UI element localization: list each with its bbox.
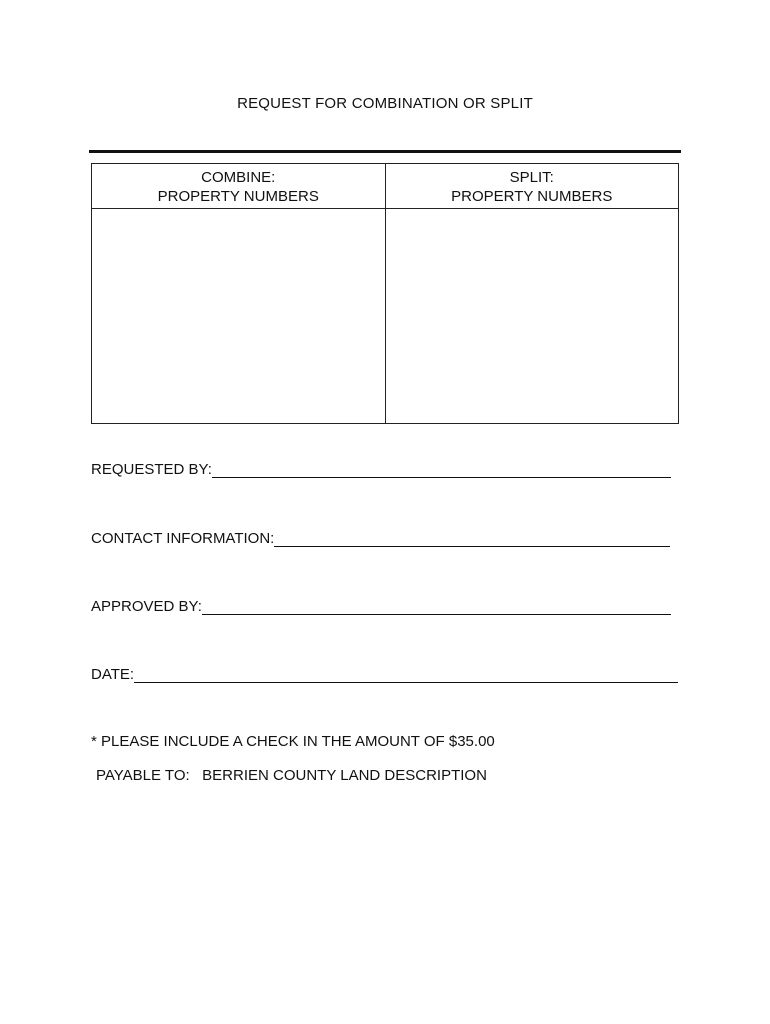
approved-by-label: APPROVED BY:: [91, 598, 202, 615]
requested-by-label: REQUESTED BY:: [91, 461, 212, 478]
check-amount-note: * PLEASE INCLUDE A CHECK IN THE AMOUNT OF $35.00: [91, 733, 495, 750]
contact-information-field: [91, 530, 670, 548]
requested-by-field: [91, 461, 671, 479]
combine-header-line1: COMBINE:: [201, 169, 276, 186]
payable-to-note: PAYABLE TO: BERRIEN COUNTY LAND DESCRIPTION: [96, 767, 487, 784]
contact-information-label: CONTACT INFORMATION:: [91, 530, 275, 547]
split-header-line2: PROPERTY NUMBERS: [451, 188, 613, 205]
combine-column-header: [92, 164, 385, 209]
split-column: [385, 164, 679, 423]
contact-information-line[interactable]: [274, 532, 670, 547]
combine-header-line2: PROPERTY NUMBERS: [157, 188, 319, 205]
title-divider: [89, 150, 681, 153]
split-header-line1: SPLIT:: [509, 169, 554, 186]
combine-property-numbers-area[interactable]: [92, 209, 385, 423]
approved-by-field: [91, 598, 671, 616]
requested-by-line[interactable]: [212, 463, 671, 478]
split-column-header: [386, 164, 679, 209]
form-title: REQUEST FOR COMBINATION OR SPLIT: [237, 95, 533, 112]
combine-column: [92, 164, 385, 423]
split-property-numbers-area[interactable]: [386, 209, 679, 423]
date-label: DATE:: [91, 666, 135, 683]
date-line[interactable]: [134, 668, 678, 683]
approved-by-line[interactable]: [202, 600, 671, 615]
date-field: [91, 666, 678, 684]
property-table: [91, 163, 679, 424]
